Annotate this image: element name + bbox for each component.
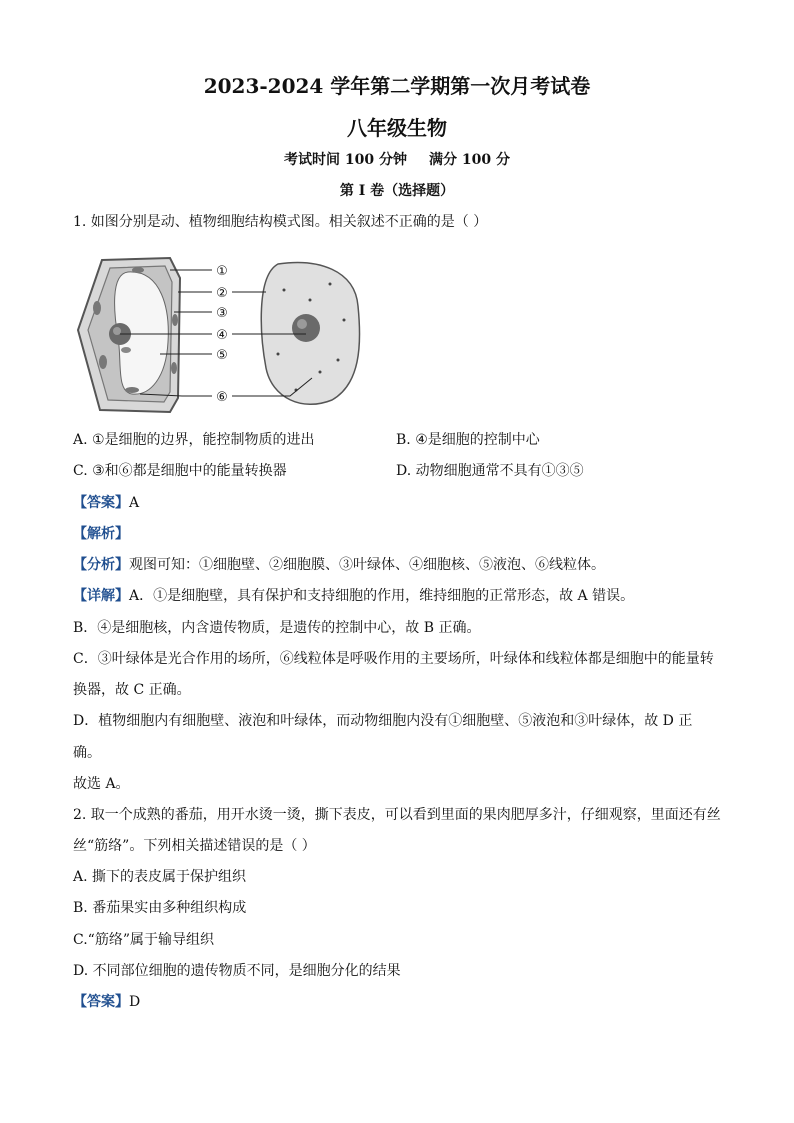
q2-option-d: D. 不同部位细胞的遗传物质不同，是细胞分化的结果 bbox=[73, 963, 401, 979]
answer-tag: 【答案】 bbox=[73, 495, 129, 511]
exam-title: 2023-2024 学年第二学期第一次月考试卷 bbox=[203, 74, 591, 98]
answer-value: A bbox=[129, 495, 140, 511]
detail-a-text: A．①是细胞壁，具有保护和支持细胞的作用，维持细胞的正常形态，故 A 错误。 bbox=[129, 588, 635, 604]
plant-cell-diagram bbox=[78, 258, 180, 412]
q2-stem-line2: 丝“筋络”。下列相关描述错误的是（ ） bbox=[73, 838, 316, 854]
q1-option-b: B. ④是细胞的控制中心 bbox=[396, 432, 540, 448]
q1-detail-d2: 确。 bbox=[73, 745, 101, 761]
answer-value: D bbox=[129, 994, 141, 1010]
detail-tag: 【详解】 bbox=[73, 588, 129, 604]
full-score: 满分 100 分 bbox=[429, 152, 510, 168]
analysis-tag: 【解析】 bbox=[73, 526, 129, 542]
answer-tag: 【答案】 bbox=[73, 994, 129, 1010]
section-title: 第 I 卷（选择题） bbox=[339, 183, 455, 199]
figure-label-1: ① bbox=[216, 264, 228, 279]
exam-time: 考试时间 100 分钟 bbox=[284, 152, 407, 168]
q1-analysis-heading bbox=[73, 524, 723, 544]
q1-option-a: A. ①是细胞的边界，能控制物质的进出 bbox=[73, 432, 315, 448]
q1-conclusion: 故选 A。 bbox=[73, 776, 130, 792]
q1-detail-b: B．④是细胞核，内含遗传物质，是遗传的控制中心，故 B 正确。 bbox=[73, 620, 481, 636]
figure-label-6: ⑥ bbox=[216, 390, 228, 405]
q1-option-d: D. 动物细胞通常不具有①③⑤ bbox=[396, 463, 584, 479]
q1-detail-d1: D．植物细胞内有细胞壁、液泡和叶绿体，而动物细胞内没有①细胞壁、⑤液泡和③叶绿体，故 D 正 bbox=[73, 713, 693, 729]
animal-cell-diagram bbox=[261, 263, 359, 405]
figure-label-2: ② bbox=[216, 286, 228, 301]
fenxi-text: 观图可知：①细胞壁、②细胞膜、③叶绿体、④细胞核、⑤液泡、⑥线粒体。 bbox=[129, 557, 605, 573]
exam-meta bbox=[0, 149, 794, 169]
q1-option-c: C. ③和⑥都是细胞中的能量转换器 bbox=[73, 463, 287, 479]
cell-structure-figure bbox=[70, 250, 370, 420]
q2-answer bbox=[73, 992, 723, 1012]
q2-stem-line1: 2. 取一个成熟的番茄，用开水烫一烫，撕下表皮，可以看到里面的果肉肥厚多汁，仔细观察，里面还有丝 bbox=[73, 807, 721, 823]
q1-detail-a bbox=[73, 586, 723, 606]
q2-option-c: C.“筋络”属于输导组织 bbox=[73, 932, 214, 948]
q1-fenxi bbox=[73, 555, 723, 575]
figure-label-5: ⑤ bbox=[216, 348, 228, 363]
q1-stem: 1. 如图分别是动、植物细胞结构模式图。相关叙述不正确的是（ ） bbox=[73, 214, 488, 230]
q2-option-b: B. 番茄果实由多种组织构成 bbox=[73, 900, 247, 916]
exam-subject: 八年级生物 bbox=[347, 116, 447, 140]
q2-option-a: A. 撕下的表皮属于保护组织 bbox=[73, 869, 247, 885]
q1-detail-c2: 换器，故 C 正确。 bbox=[73, 682, 191, 698]
q1-answer bbox=[73, 493, 723, 513]
q1-detail-c1: C．③叶绿体是光合作用的场所，⑥线粒体是呼吸作用的主要场所，叶绿体和线粒体都是细胞中的能量转 bbox=[73, 651, 714, 667]
figure-label-4: ④ bbox=[216, 328, 228, 343]
figure-label-3: ③ bbox=[216, 306, 228, 321]
fenxi-tag: 【分析】 bbox=[73, 557, 129, 573]
